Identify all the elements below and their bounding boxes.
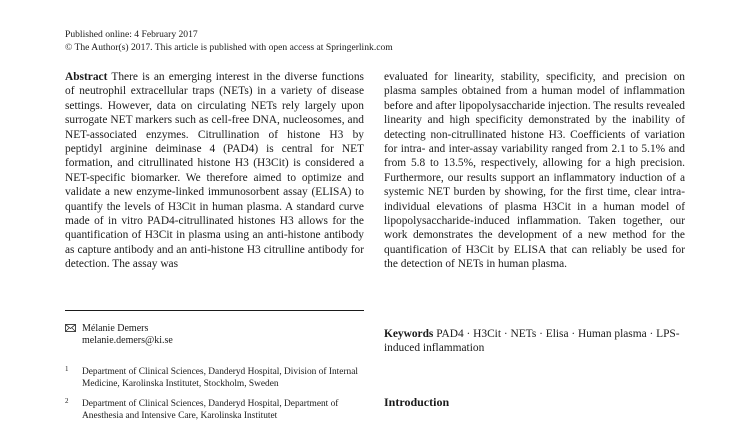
- affiliation-text: Department of Clinical Sciences, Danderyd Hospital, Division of Internal Medicine, Karolinska Institutet, Stockholm, Sweden: [82, 367, 358, 389]
- affiliation-text: Department of Clinical Sciences, Danderyd Hospital, Department of Anesthesia and Intensive Care, Karolinska Institutet: [82, 399, 339, 421]
- abstract-text-right: evaluated for linearity, stability, specificity, and precision on plasma samples obtained from a human model of inflammation before and after lipopolysaccharide injection. The results revealed linearity and high specificity demonstrated by the inability of detecting non-citrullinated histone H3. Coefficients of variation for intra- and inter-assay variability ranged from 2.1 to 5.1% and from 5.8 to 13.5%, respectively, allowing for a high precision. Furthermore, our results support an inflammatory induction of a systemic NET burden by showing, for the first time, clear intra-individual elevations of plasma H3Cit in a human model of lipopolysaccharide-induced inflammation. Taken together, our work demonstrates the development of a new method for the quantification of H3Cit by ELISA that can reliably be used for the detection of NETs in human plasma.: [384, 71, 685, 271]
- envelope-icon: [65, 324, 76, 332]
- abstract-label: Abstract: [65, 71, 108, 83]
- author-name: Mélanie Demers: [82, 323, 149, 334]
- introduction-heading: Introduction: [384, 395, 450, 409]
- publication-info: [65, 28, 393, 54]
- abstract-right-column: [384, 70, 685, 272]
- abstract-text-left: There is an emerging interest in the diverse functions of neutrophil extracellular traps (NETs) in a variety of disease settings. However, data on circulating NETs rely largely upon surrogate NET markers such as cell-free DNA, nucleosomes, and NET-associated enzymes. Citrullination of histone H3 by peptidyl arginine deiminase 4 (PAD4) is central for NET formation, and citrullinated histone H3 (H3Cit) is considered a NET-specific biomarker. We therefore aimed to optimize and validate a new enzyme-linked immunosorbent assay (ELISA) to quantify the levels of H3Cit in human plasma. A standard curve made of in vitro PAD4-citrullinated histones H3 allows for the quantification of H3Cit in plasma using an anti-histone antibody as capture antibody and an anti-histone H3 citrulline antibody for detection. The assay was: [65, 71, 364, 271]
- affiliation-number: 1: [65, 365, 69, 373]
- keywords-label: Keywords: [384, 328, 434, 340]
- affiliation-number: 2: [65, 397, 69, 405]
- copyright-notice: © The Author(s) 2017. This article is published with open access at Springerlink.com: [65, 42, 393, 53]
- author-email[interactable]: melanie.demers@ki.se: [82, 335, 173, 346]
- keywords: [384, 327, 685, 356]
- affiliation-1: [65, 367, 364, 390]
- abstract-left-column: [65, 70, 364, 272]
- footnote-divider: [65, 310, 364, 311]
- correspondence: [65, 323, 173, 347]
- keywords-text: PAD4 · H3Cit · NETs · Elisa · Human plasma · LPS-induced inflammation: [384, 328, 680, 355]
- published-date: Published online: 4 February 2017: [65, 29, 198, 40]
